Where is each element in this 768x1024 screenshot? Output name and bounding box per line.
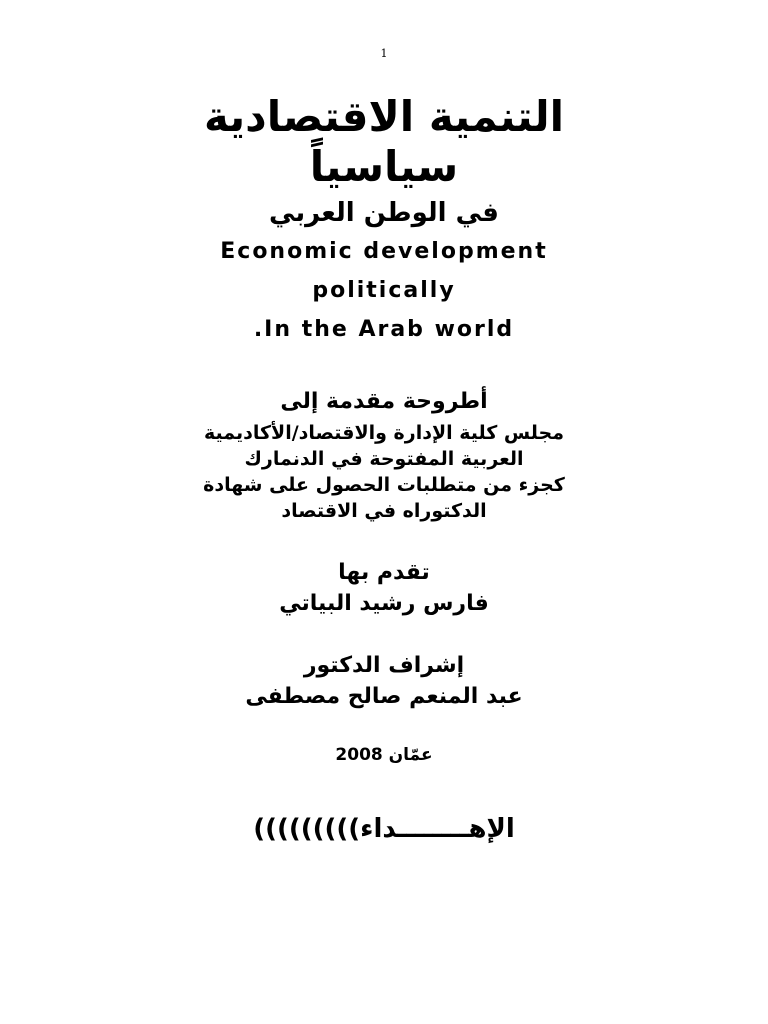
english-title-line-2: politically [312,278,456,303]
submission-line-2: مجلس كلية الإدارة والاقتصاد/الأكاديمية [203,422,565,444]
dedication-heading: الإهــــــــداء))))))))) [253,814,515,844]
submission-heading: أطروحة مقدمة إلى [280,389,488,414]
english-title-line-1: Economic development [220,239,548,264]
submission-line-5: الدكتوراه في الاقتصاد [281,500,487,522]
supervision-label: إشراف الدكتور [303,653,465,678]
submission-line-3: العربية المفتوحة في الدنمارك [244,448,524,470]
submission-line-4: كجزء من متطلبات الحصول على شهادة [203,474,565,496]
supervisor-name: عبد المنعم صالح مصطفى [245,684,523,709]
author-name: فارس رشيد البياتي [279,591,489,616]
city-year: عمّان 2008 [335,745,433,765]
arabic-title-line-1: التنمية الاقتصادية [203,92,565,141]
english-title-line-3: .In the Arab world [253,317,515,342]
page-number: 1 [380,47,388,60]
arabic-title-line-3: في الوطن العربي [269,198,499,228]
presented-by-label: تقدم بها [338,560,430,585]
arabic-title-line-2: سياسياً [309,142,459,191]
